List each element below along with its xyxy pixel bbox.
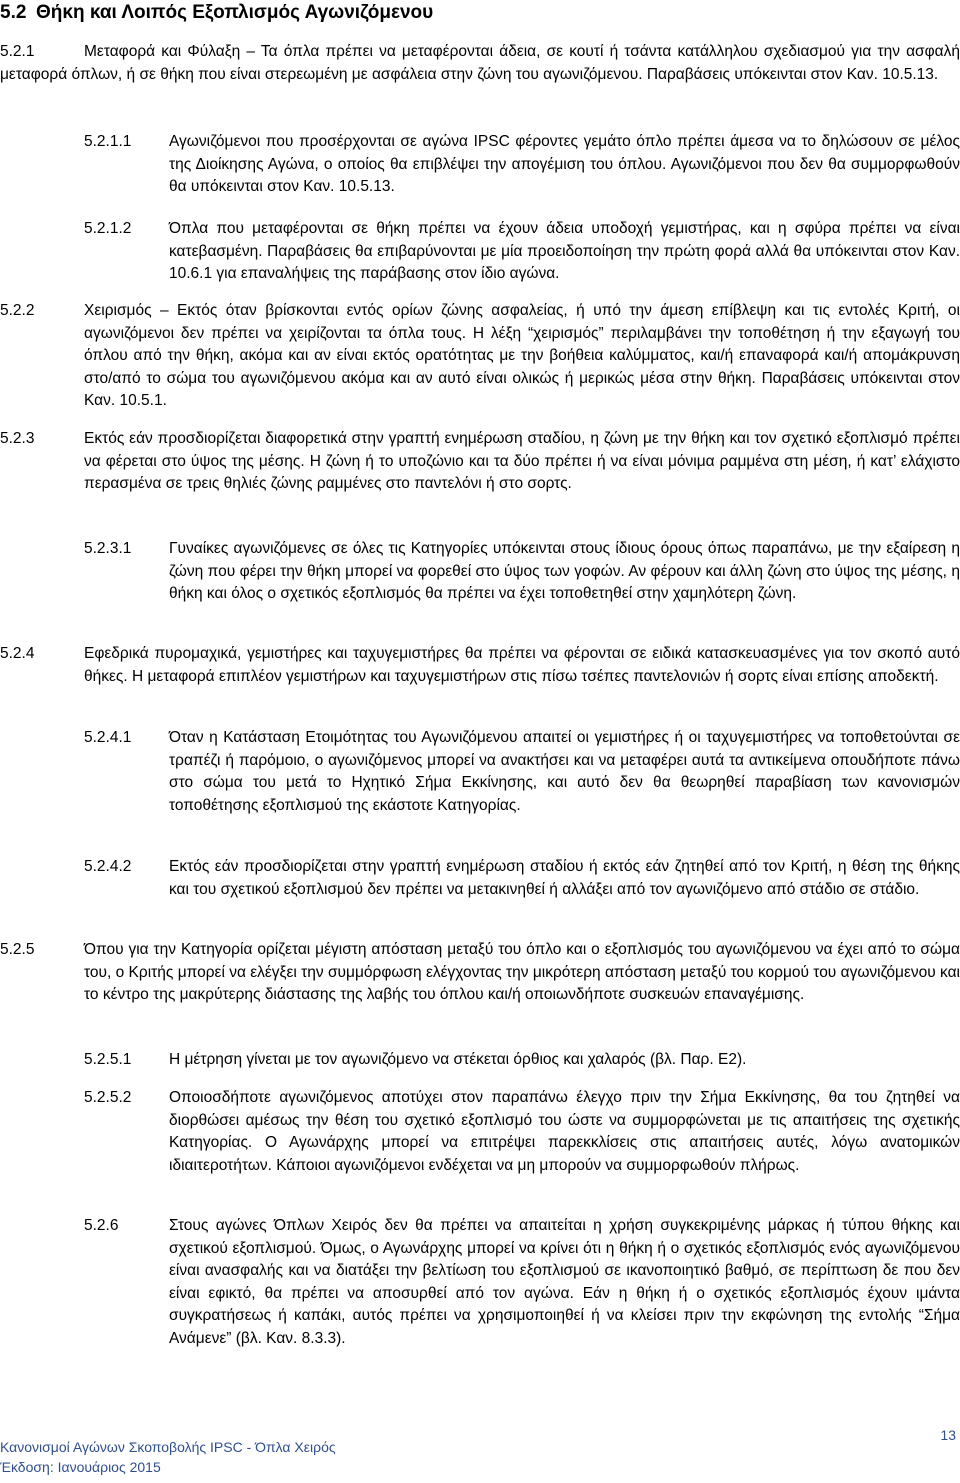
paragraph-5-2-4-1 — [84, 727, 960, 817]
paragraph-number: 5.2.1.1 — [84, 133, 132, 150]
section-heading-number: 5.2 — [0, 2, 27, 23]
paragraph-text: Εκτός εάν προσδιορίζεται διαφορετικά στην γραπτή ενημέρωση σταδίου, η ζώνη με την θήκη και τον σχετικό εξοπλισμό πρέπει να φέρεται στο ύψος της μέσης. Η ζώνη ή το υποζώνιο και τα δύο πρέπει ή να είναι μόνιμα ραμμένα στη μέση, ή κατ’ ελάχιστο περασμένα σε τρεις θηλιές ζώνης ραμμένες στο παντελόνι ή στο σορτς. — [84, 430, 960, 493]
paragraph-5-2-1-1 — [84, 131, 960, 199]
paragraph-text: Εφεδρικά πυρομαχικά, γεμιστήρες και ταχυγεμιστήρες θα πρέπει να φέρονται σε ειδικά κατασκευασμένες για τον σκοπό αυτό θήκες. Η μεταφορά επιπλέον γεμιστήρων και ταχυγεμιστήρων στις πίσω τσέπες παντελονιών ή σορτς είναι επίσης αποδεκτή. — [84, 645, 960, 685]
footer-edition: Έκδοση: Ιανουάριος 2015 — [0, 1459, 161, 1475]
paragraph-number: 5.2.3 — [0, 430, 35, 447]
paragraph-text: Χειρισμός – Εκτός όταν βρίσκονται εντός ορίων ζώνης ασφαλείας, ή υπό την άμεση επίβλεψη και τις εντολές Κριτή, οι αγωνιζόμενοι δεν πρέπει να χειρίζονται τα όπλα τους. Η λέξη “χειρισμός” περιλαμβάνει την τοποθέτηση ή την εξαγωγή του όπλου από την θήκη, ακόμα και αν είναι εκτός ορατότητας με την βοήθεια καλύμματος, και/ή επαναφορά και/ή απομάκρυνση στο/από το σώμα του αγωνιζόμενου ακόμα και αν αυτό είναι ολικώς ή μερικώς μέσα στην θήκη. Παραβάσεις υπόκεινται στον Καν. 10.5.1. — [84, 302, 960, 410]
section-heading — [0, 2, 433, 24]
page-number: 13 — [940, 1427, 956, 1443]
paragraph-5-2-3 — [0, 428, 960, 496]
paragraph-text: Εκτός εάν προσδιορίζεται στην γραπτή ενημέρωση σταδίου ή εκτός εάν ζητηθεί από τον Κριτή, η θέση της θήκης και του σχετικού εξοπλισμού δεν πρέπει να μετακινηθεί ή αλλάξει από τον αγωνιζόμενο από στάδιο σε στάδιο. — [169, 858, 960, 898]
paragraph-5-2-4 — [0, 643, 960, 688]
paragraph-text: Γυναίκες αγωνιζόμενες σε όλες τις Κατηγορίες υπόκεινται στους ίδιους όρους όπως παραπάνω, με την εξαίρεση η ζώνη που φέρει την θήκη μπορεί να φορεθεί στο ύψος των γοφών. Αν φέρουν και άλλη ζώνη στο ύψος της μέσης, η θήκη και όλος ο σχετικός εξοπλισμός θα πρέπει να έχει τοποθετηθεί στην χαμηλότερη ζώνη. — [169, 540, 960, 603]
paragraph-number: 5.2.5.1 — [84, 1051, 132, 1068]
paragraph-number: 5.2.1 — [0, 43, 35, 60]
paragraph-text: Στους αγώνες Όπλων Χειρός δεν θα πρέπει να απαιτείται η χρήση συγκεκριμένης μάρκας ή τύπου θήκης και σχετικού εξοπλισμού. Όμως, ο Αγωνάρχης μπορεί να κρίνει ότι η θήκη ή ο σχετικός εξοπλισμός ενός αγωνιζόμενου είναι ανασφαλής και να διατάξει την βελτίωση του εξοπλισμού σε ικανοποιητικό βαθμό, σε περίπτωση δε που δεν είναι εφικτό, θα πρέπει να αποσυρθεί από τον αγώνα. Εάν η θήκη ή ο σχετικός εξοπλισμός έχουν ιμάντα συγκρατήσεως ή καπάκι, αυτός πρέπει να χρησιμοποιηθεί ή να κλείσει πριν την εκφώνηση της εντολής “Σήμα Ανάμενε” (βλ. Καν. 8.3.3). — [169, 1217, 960, 1347]
paragraph-5-2-2 — [0, 300, 960, 413]
paragraph-number: 5.2.4.1 — [84, 729, 132, 746]
paragraph-5-2-4-2 — [84, 856, 960, 901]
paragraph-text: Οποιοσδήποτε αγωνιζόμενος αποτύχει στον παραπάνω έλεγχο πριν την Σήμα Εκκίνησης, θα του ζητηθεί να διορθώσει αμέσως την θέση του σχετικό εξοπλισμό του ώστε να συμμορφώνεται με τις απαιτήσεις της σχετικής Κατηγορίας. Ο Αγωνάρχης μπορεί να επιτρέψει παρεκκλίσεις στις απαιτήσεις αυτές, λόγω ανατομικών ιδιαιτεροτήτων. Κάποιοι αγωνιζόμενοι ενδέχεται να μη μπορούν να συμμορφωθούν πλήρως. — [169, 1089, 960, 1174]
paragraph-5-2-1 — [0, 41, 960, 86]
paragraph-5-2-3-1 — [84, 538, 960, 606]
paragraph-number: 5.2.1.2 — [84, 220, 132, 237]
paragraph-text: Όπλα που μεταφέρονται σε θήκη πρέπει να έχουν άδεια υποδοχή γεμιστήρας, και η σφύρα πρέπει να είναι κατεβασμένη. Παραβάσεις θα επιβαρύνονται με μία προειδοποίηση την πρώτη φορά αλλά θα υπόκεινται στον Καν. 10.6.1 για επαναλήψεις της παράβασης στον ίδιο αγώνα. — [169, 220, 960, 283]
paragraph-5-2-6 — [84, 1215, 960, 1351]
paragraph-number: 5.2.5 — [0, 941, 35, 958]
section-heading-title: Θήκη και Λοιπός Εξοπλισμός Αγωνιζόμενου — [36, 2, 434, 23]
paragraph-text: Όταν η Κατάσταση Ετοιμότητας του Αγωνιζόμενου απαιτεί οι γεμιστήρες ή οι ταχυγεμιστήρες να τοποθετούνται σε τραπέζι ή παρόμοιο, ο αγωνιζόμενος μπορεί να ανακτήσει και να μεταφέρει αυτά τα αντικείμενα οπουδήποτε πάνω στο σώμα του μετά το Ηχητικό Σήμα Εκκίνησης, και αυτό δεν θα θεωρηθεί παραβίαση των κανονισμών τοποθέτησης εξοπλισμού της εκάστοτε Κατηγορίας. — [169, 729, 960, 814]
paragraph-5-2-5 — [0, 939, 960, 1007]
paragraph-number: 5.2.2 — [0, 302, 35, 319]
paragraph-text: Μεταφορά και Φύλαξη – Τα όπλα πρέπει να μεταφέρονται άδεια, σε κουτί ή τσάντα κατάλληλου σχεδιασμού για την ασφαλή μεταφορά όπλων, ή σε θήκη που είναι στερεωμένη με ασφάλεια στην ζώνη του αγωνιζόμενου. Παραβάσεις υπόκεινται στον Καν. 10.5.13. — [0, 43, 960, 83]
paragraph-text: Η μέτρηση γίνεται με τον αγωνιζόμενο να στέκεται όρθιος και χαλαρός (βλ. Παρ. Ε2). — [169, 1051, 747, 1068]
paragraph-text: Αγωνιζόμενοι που προσέρχονται σε αγώνα IPSC φέροντες γεμάτο όπλο πρέπει άμεσα να το δηλώσουν σε μέλος της Διοίκησης Αγώνα, ο οποίος θα επιβλέψει την απογέμιση του όπλου. Αγωνιζόμενοι που δεν θα συμμορφωθούν θα υπόκεινται στον Καν. 10.5.13. — [169, 133, 960, 196]
paragraph-number: 5.2.4 — [0, 645, 35, 662]
footer-document-title: Κανονισμοί Αγώνων Σκοποβολής IPSC - Όπλα Χειρός — [0, 1439, 336, 1455]
paragraph-number: 5.2.4.2 — [84, 858, 132, 875]
paragraph-5-2-5-2 — [84, 1087, 960, 1177]
paragraph-5-2-1-2 — [84, 218, 960, 286]
paragraph-number: 5.2.3.1 — [84, 540, 132, 557]
paragraph-number: 5.2.5.2 — [84, 1089, 132, 1106]
paragraph-5-2-5-1 — [84, 1049, 960, 1072]
paragraph-number: 5.2.6 — [84, 1217, 119, 1234]
paragraph-text: Όπου για την Κατηγορία ορίζεται μέγιστη απόσταση μεταξύ του όπλο και ο εξοπλισμός του αγωνιζόμενου να έχει από το σώμα του, ο Κριτής μπορεί να ελέγξει την συμμόρφωση ελέγχοντας την μικρότερη απόσταση μεταξύ του κορμού του αγωνιζόμενου και το κέντρο της μακρύτερης διάστασης της λαβής του όπλου και/ή οποιωνδήποτε συσκευών επαναγέμισης. — [84, 941, 960, 1004]
page-footer — [0, 1437, 336, 1477]
